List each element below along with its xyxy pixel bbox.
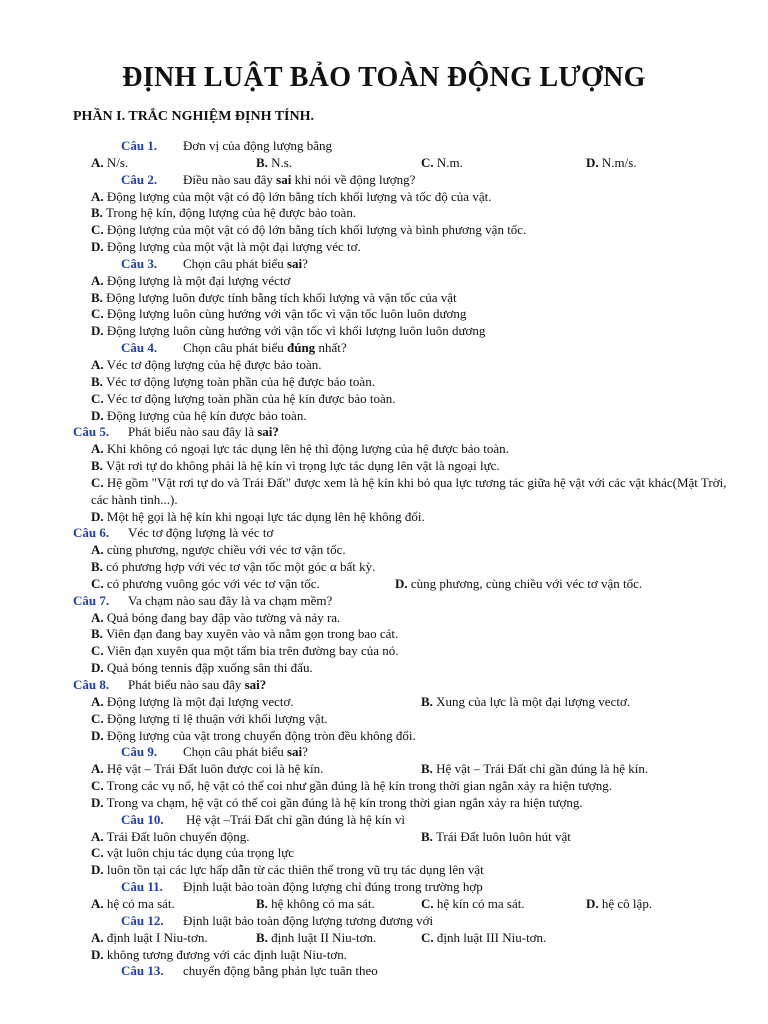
option-a: A. định luật I Niu-tơn.	[91, 929, 208, 945]
option-c: C. N.m.	[421, 154, 463, 170]
question-text: Phát biểu nào sau đây là sai?	[128, 424, 279, 440]
option-c: C. Động lượng tỉ lệ thuận với khối lượng vật.	[91, 710, 328, 726]
option-b: B. Hệ vật – Trái Đất chỉ gần đúng là hệ kín.	[421, 761, 649, 777]
option-d: D. Động lượng luôn cùng hướng với vận tốc vì khối lượng luôn luôn dương	[91, 323, 486, 339]
option-d: D. Một hệ gọi là hệ kín khi ngoại lực tác dụng lên hệ không đổi.	[91, 508, 425, 524]
question-number: Câu 13.	[121, 963, 164, 979]
question-9-options-ab	[0, 761, 768, 778]
question-number: Câu 11.	[121, 879, 163, 895]
question-number: Câu 2.	[121, 171, 158, 187]
option-c: C. Viên đạn xuyên qua một tấm bia trên đường bay của nó.	[91, 643, 399, 659]
page-title: ĐỊNH LUẬT BẢO TOÀN ĐỘNG LƯỢNG	[122, 62, 646, 93]
question-number: Câu 4.	[121, 340, 158, 356]
option-b: B. định luật II Niu-tơn.	[256, 929, 377, 945]
question-4	[0, 340, 768, 357]
question-11	[0, 879, 768, 896]
question-number: Câu 7.	[73, 592, 110, 608]
option-a: A. Trái Đất luôn chuyển động.	[91, 828, 250, 844]
question-12	[0, 913, 768, 930]
option-d: D. cùng phương, cùng chiều với véc tơ vận tốc.	[395, 575, 643, 591]
question-6	[0, 525, 768, 542]
question-1-options	[0, 155, 768, 172]
question-10-options-ab	[0, 829, 768, 846]
question-7	[0, 593, 768, 610]
option-a: A. Quả bóng đang bay đập vào tường và nảy ra.	[91, 609, 341, 625]
option-c: C. vật luôn chịu tác dụng của trọng lực	[91, 845, 295, 861]
option-c: C. định luật III Niu-tơn.	[421, 929, 547, 945]
question-9	[0, 744, 768, 761]
question-10	[0, 812, 768, 829]
option-c: C. Động lượng của một vật có độ lớn bằng tích khối lượng và bình phương vận tốc.	[91, 222, 527, 238]
question-3	[0, 256, 768, 273]
question-2	[0, 172, 768, 189]
question-number: Câu 10.	[121, 811, 164, 827]
option-d: D. Động lượng của vật trong chuyển động tròn đều không đổi.	[91, 727, 416, 743]
question-text: Chọn câu phát biểu sai?	[183, 744, 308, 760]
question-text: Phát biểu nào sau đây sai?	[128, 677, 267, 692]
option-c: C. Trong các vụ nổ, hệ vật có thể coi như gần đúng là hệ kín trong thời gian ngắn xảy ra hiện tượng.	[91, 778, 613, 794]
option-b: B. hệ không có ma sát.	[256, 895, 375, 911]
option-c: C. hệ kín có ma sát.	[421, 895, 525, 911]
question-text: Định luật bảo toàn động lượng tương đương với	[183, 912, 434, 928]
question-8-options-ab	[0, 694, 768, 711]
option-b: B. Trái Đất luôn luôn hút vật	[421, 828, 571, 844]
question-list	[0, 138, 768, 980]
option-a: A. Khi không có ngoại lực tác dụng lên hệ thì động lượng của hệ được bảo toàn.	[91, 441, 509, 457]
question-text: Điều nào sau đây sai khi nói về động lượng?	[183, 171, 416, 187]
question-number: Câu 12.	[121, 912, 164, 928]
question-number: Câu 1.	[121, 138, 158, 153]
question-13	[0, 963, 768, 980]
question-11-options	[0, 896, 768, 913]
option-c: C. Hệ gồm "Vật rơi tự do và Trái Đất" được xem là hệ kín khi bỏ qua lực tương tác giữa hệ vật với các vật khác(Mặt Trời, các hành tinh...).	[91, 474, 727, 507]
option-a: A. Véc tơ động lượng của hệ được bảo toàn.	[91, 356, 322, 372]
option-d: D. Quả bóng tennis đập xuống sân thi đấu.	[91, 660, 313, 676]
option-c: C. có phương vuông góc với véc tơ vận tốc.	[91, 575, 320, 591]
question-6-options-cd	[0, 576, 768, 593]
option-d: D. Động lượng của hệ kín được bảo toàn.	[91, 407, 307, 423]
option-b: B. Véc tơ động lượng toàn phần của hệ được bảo toàn.	[91, 373, 375, 389]
question-text: Định luật bảo toàn động lượng chỉ đúng trong trường hợp	[183, 879, 483, 895]
option-d: D. Động lượng của một vật là một đại lượng véc tơ.	[91, 239, 361, 255]
option-d: D. Trong va chạm, hệ vật có thể coi gần đúng là hệ kín trong thời gian ngắn xảy ra hiện tượng.	[91, 794, 583, 810]
section-heading: PHẦN I. TRẮC NGHIỆM ĐỊNH TÍNH.	[73, 109, 315, 124]
question-text: Hệ vật –Trái Đất chỉ gần đúng là hệ kín vì	[186, 811, 406, 827]
option-a: A. Hệ vật – Trái Đất luôn được coi là hệ kín.	[91, 761, 324, 777]
option-b: B. Viên đạn đang bay xuyên vào và nằm gọn trong bao cát.	[91, 626, 399, 642]
question-text: Đơn vị của động lượng bằng	[183, 138, 332, 153]
option-a: A. Động lượng là một đại lượng véctơ	[91, 272, 291, 288]
question-8	[0, 677, 768, 694]
option-a: A. N/s.	[91, 154, 129, 170]
question-text: Chọn câu phát biểu đúng nhất?	[183, 340, 347, 356]
option-a: A. Động lượng của một vật có độ lớn bằng tích khối lượng và tốc độ của vật.	[91, 188, 492, 204]
option-a: A. hệ có ma sát.	[91, 895, 175, 911]
option-c: C. Véc tơ động lượng toàn phần của hệ kín được bảo toàn.	[91, 390, 396, 406]
question-text: Va chạm nào sau đây là va chạm mềm?	[128, 592, 333, 608]
question-text: chuyển động bằng phản lực tuân theo	[183, 963, 378, 979]
option-a: A. Động lượng là một đại lượng vectơ.	[91, 693, 294, 709]
option-b: B. Động lượng luôn được tính bằng tích khối lượng và vận tốc của vật	[91, 289, 457, 305]
question-number: Câu 3.	[121, 255, 158, 271]
option-d: D. luôn tồn tại các lực hấp dẫn từ các thiên thể trong vũ trụ tác dụng lên vật	[91, 862, 484, 878]
option-b: B. N.s.	[256, 154, 293, 170]
question-5	[0, 424, 768, 441]
option-d: D. không tương đương với các định luật Niu-tơn.	[91, 946, 348, 962]
question-number: Câu 5.	[73, 424, 110, 440]
question-number: Câu 8.	[73, 677, 110, 692]
question-number: Câu 9.	[121, 744, 158, 760]
option-b: B. Vật rơi tự do không phải là hệ kín vì trọng lực tác dụng lên vật là ngoại lực.	[91, 458, 500, 474]
option-b: B. Xung của lực là một đại lượng vectơ.	[421, 693, 631, 709]
option-d: D. hệ cô lập.	[586, 895, 653, 911]
question-text: Chọn câu phát biểu sai?	[183, 255, 308, 271]
question-1	[0, 138, 768, 155]
option-d: D. N.m/s.	[586, 154, 637, 170]
question-number: Câu 6.	[73, 525, 110, 541]
option-b: B. có phương hợp với véc tơ vận tốc một góc α bất kỳ.	[91, 559, 376, 575]
question-12-options-abc	[0, 930, 768, 947]
option-a: A. cùng phương, ngược chiều với véc tơ vận tốc.	[91, 542, 346, 558]
option-b: B. Trong hệ kín, động lượng của hệ được bảo toàn.	[91, 205, 357, 221]
option-c: C. Động lượng luôn cùng hướng với vận tốc vì vận tốc luôn luôn dương	[91, 306, 467, 322]
question-text: Véc tơ động lượng là véc tơ	[128, 525, 274, 541]
